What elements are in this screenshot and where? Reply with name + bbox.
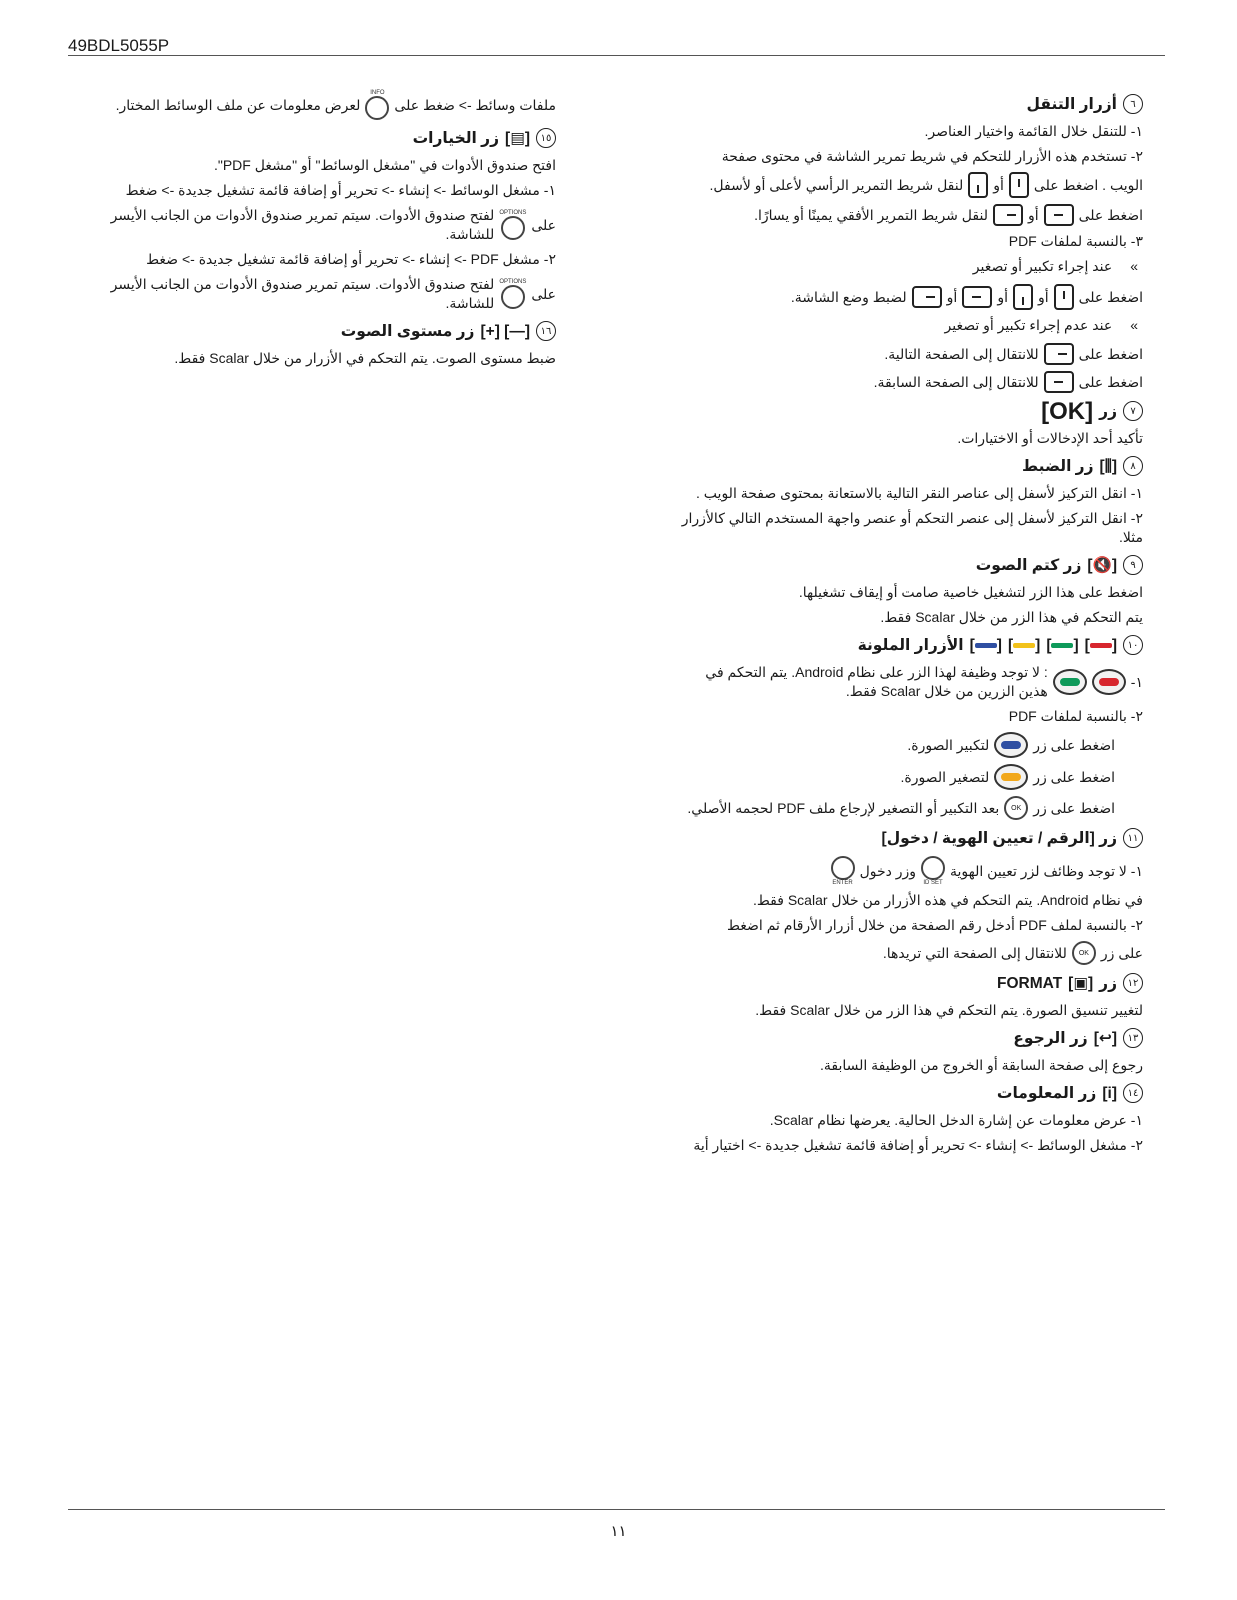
options-line-4: ٢- مشغل PDF -> إنشاء -> تحرير أو إضافة قائمة تشغيل جديدة -> ضغط [146,251,556,267]
section-title: زر [الرقم / تعيين الهوية / دخول] [881,829,1117,847]
text: ملفات وسائط -> ضغط على [394,96,556,113]
text: أو [997,288,1008,305]
button-caption: OPTIONS [499,210,527,216]
left-button-icon [962,286,992,308]
text: في نظام Android. يتم التحكم في هذه الأزرار من خلال Scalar فقط. [753,892,1143,908]
section-title: زر مستوى الصوت [340,322,475,340]
yellow-button-icon [994,764,1028,790]
section-8-heading [680,456,1143,476]
color-line-1 [680,663,1143,701]
text: أو [946,288,958,305]
color-line-2: ٢- بالنسبة لملفات PDF [1008,708,1143,724]
text: عند إجراء تكبير أو تصغير [972,258,1113,274]
mute-line-1: اضغط على هذا الزر لتشغيل خاصية صامت أو إيقاف تشغيلها. [798,584,1143,600]
button-caption: ENTER [832,880,853,886]
ok-line-1: تأكيد أحد الإدخالات أو الاختيارات. [957,430,1143,446]
section-10-heading [680,635,1143,655]
text: اضغط على زر [1033,768,1115,785]
ok-key-label: [OK] [1041,397,1094,425]
format-icon: [▣] [1068,974,1094,992]
text: أو [1027,206,1039,223]
text: اضغط على زر [1033,799,1115,816]
nav-line-2c [680,204,1143,226]
green-button-icon [1053,669,1087,695]
ok-button-icon: OK [1072,941,1096,965]
section-14-heading [680,1083,1143,1103]
bullet-mark: » [1130,317,1138,333]
text: اضغط على [1078,345,1143,362]
left-button-icon [1044,204,1074,226]
bullet-mark: » [1130,258,1138,274]
text: عند عدم إجراء تكبير أو تصغير [944,317,1113,333]
section-title: أزرار التنقل [1026,95,1117,113]
text: اضغط على زر [1033,736,1115,753]
id-set-button-icon [921,856,945,886]
nav-line-2a: ٢- تستخدم هذه الأزرار للتحكم في شريط تمرير الشاشة في محتوى صفحة [721,148,1143,164]
text: على [531,285,556,302]
info-line-3 [100,90,556,120]
model-number: 49BDL5055P [68,36,170,55]
text: أو [993,176,1004,193]
text: لتصغير الصورة. [900,768,990,785]
right-button-icon [1044,343,1074,365]
text: لنقل شريط التمرير الأفقي يمينًا أو يسارًا. [754,206,988,223]
right-button-icon [912,286,942,308]
header-rule [68,55,1165,56]
up-button-icon [1009,172,1029,198]
text: اضغط على [1078,206,1143,223]
section-number: ١٣ [1123,1028,1143,1048]
back-icon: [↩] [1093,1029,1117,1047]
options-line-1: افتح صندوق الأدوات في "مشغل الوسائط" أو "مشغل PDF". [213,157,556,173]
section-9-heading [680,555,1143,575]
text: للانتقال إلى الصفحة السابقة. [873,373,1039,390]
text: ١- [1130,673,1143,690]
section-number: ١٤ [1123,1083,1143,1103]
options-line-5 [100,275,556,313]
section-number: ٨ [1123,456,1143,476]
text: لعرض معلومات عن ملف الوسائط المختار. [115,96,361,113]
left-button-icon [1044,371,1074,393]
left-column [100,90,556,374]
text: اضغط على [1078,288,1143,305]
nav-line-6 [680,371,1143,393]
section-15-heading [100,128,556,148]
number-line-2: ٢- بالنسبة لملف PDF أدخل رقم الصفحة من خلال أزرار الأرقام ثم اضغط [726,917,1143,933]
section-title: زر الضبط [1022,457,1094,475]
section-12-heading [680,973,1143,993]
section-11-heading [680,828,1143,848]
text: أو [1037,288,1049,305]
section-title: زر [1099,402,1117,420]
adjust-icon: [⫼] [1099,457,1117,475]
text: على زر [1100,944,1143,961]
up-button-icon [1054,284,1074,310]
options-icon: [▤] [505,129,530,147]
blue-key-icon: [] [969,636,1002,654]
ok-button-icon: OK [1004,796,1028,820]
text: لفتح صندوق الأدوات. سيتم تمرير صندوق الأدوات من الجانب الأيسر للشاشة. [110,276,495,311]
bullet-not-zoomed [680,316,1143,335]
enter-button-icon [831,856,855,886]
options-button-icon [499,210,526,240]
options-line-2: ١- مشغل الوسائط -> إنشاء -> تحرير أو إضافة قائمة تشغيل جديدة -> ضغط [125,182,556,198]
red-button-icon [1092,669,1126,695]
text: زر [1099,974,1117,992]
yellow-key-icon: [] [1007,636,1041,654]
right-column [680,86,1143,1161]
section-number: ٦ [1123,94,1143,114]
number-line-3 [680,941,1143,965]
section-number: ١٢ [1123,973,1143,993]
reset-zoom-line [680,796,1143,820]
text: اضغط على [1078,373,1143,390]
text: وزر دخول [859,862,917,879]
section-title: الأزرار الملونة [857,636,964,654]
section-title: زر الخيارات [412,129,500,147]
text: لفتح صندوق الأدوات. سيتم تمرير صندوق الأدوات من الجانب الأيسر للشاشة. [110,207,495,242]
section-13-heading [680,1028,1143,1048]
nav-line-3: ٣- بالنسبة لملفات PDF [1008,233,1143,249]
bullet-zoomed [680,257,1143,276]
red-key-icon: [] [1084,636,1117,654]
text: لتكبير الصورة. [907,736,990,753]
zoom-in-line [680,732,1143,758]
nav-line-5 [680,343,1143,365]
page-number: ١١ [610,1523,627,1540]
section-16-heading [100,321,556,341]
section-number: ١٥ [536,128,556,148]
text: لنقل شريط التمرير الرأسي لأعلى أو لأسفل. [709,176,964,193]
blue-button-icon [994,732,1028,758]
mute-line-2: يتم التحكم في هذا الزر من خلال Scalar فقط. [880,609,1143,625]
right-button-icon [993,204,1023,226]
section-number: ١٠ [1123,635,1143,655]
format-line-1: لتغيير تنسيق الصورة. يتم التحكم في هذا الزر من خلال Scalar فقط. [755,1002,1143,1018]
footer-rule [68,1509,1165,1510]
section-number: ٩ [1123,555,1143,575]
zoom-out-line [680,764,1143,790]
options-line-3 [100,206,556,244]
section-title: زر المعلومات [996,1084,1097,1102]
section-6-heading [680,94,1143,114]
adjust-line-1: ١- انقل التركيز لأسفل إلى عناصر النقر التالية بالاستعانة بمحتوى صفحة الويب . [696,485,1143,501]
info-line-2: ٢- مشغل الوسائط -> إنشاء -> تحرير أو إضافة قائمة تشغيل جديدة -> اختيار أية [693,1137,1143,1153]
green-key-icon: [] [1046,636,1079,654]
info-button-icon [365,90,389,120]
nav-line-2b [680,172,1143,198]
text: بعد التكبير أو التصغير لإرجاع ملف PDF لحجمه الأصلي. [687,799,1000,816]
back-line-1: رجوع إلى صفحة السابقة أو الخروج من الوظيفة السابقة. [820,1057,1143,1073]
nav-line-4 [680,284,1143,310]
text: للانتقال إلى الصفحة التي تريدها. [882,944,1067,961]
button-caption: ID SET [923,880,943,886]
text: ١- لا توجد وظائف لزر تعيين الهوية [950,862,1143,879]
section-title: FORMAT [997,974,1063,992]
text: : لا توجد وظيفة لهذا الزر على نظام Android. يتم التحكم في هذين الزرين من خلال Scalar فقط. [705,664,1048,699]
info-icon: [i] [1102,1084,1117,1102]
section-title: زر الرجوع [1013,1029,1088,1047]
section-7-heading [680,397,1143,425]
text: للانتقال إلى الصفحة التالية. [884,345,1039,362]
section-number: ٧ [1123,401,1143,421]
number-line-1 [680,856,1143,910]
text: على [531,216,556,233]
mute-icon: [🔇] [1087,556,1117,574]
button-caption: OPTIONS [499,279,527,285]
text: لضبط وضع الشاشة. [790,288,907,305]
volume-line-1: ضبط مستوى الصوت. يتم التحكم في الأزرار من خلال Scalar فقط. [174,350,556,366]
down-button-icon [968,172,988,198]
button-caption: INFO [370,90,385,96]
section-number: ١١ [1123,828,1143,848]
options-button-icon [499,279,526,309]
nav-line-1: ١- للتنقل خلال القائمة واختيار العناصر. [924,123,1143,139]
adjust-line-2: ٢- انقل التركيز لأسفل إلى عنصر التحكم أو عنصر واجهة المستخدم التالي كالأزرار مثلا. [681,510,1143,545]
down-button-icon [1013,284,1033,310]
section-number: ١٦ [536,321,556,341]
info-line-1: ١- عرض معلومات عن إشارة الدخل الحالية. يعرضها نظام Scalar. [769,1112,1143,1128]
volume-icon: [—] [+] [480,322,530,340]
text: الويب . اضغط على [1033,176,1143,193]
section-title: زر كتم الصوت [975,556,1082,574]
